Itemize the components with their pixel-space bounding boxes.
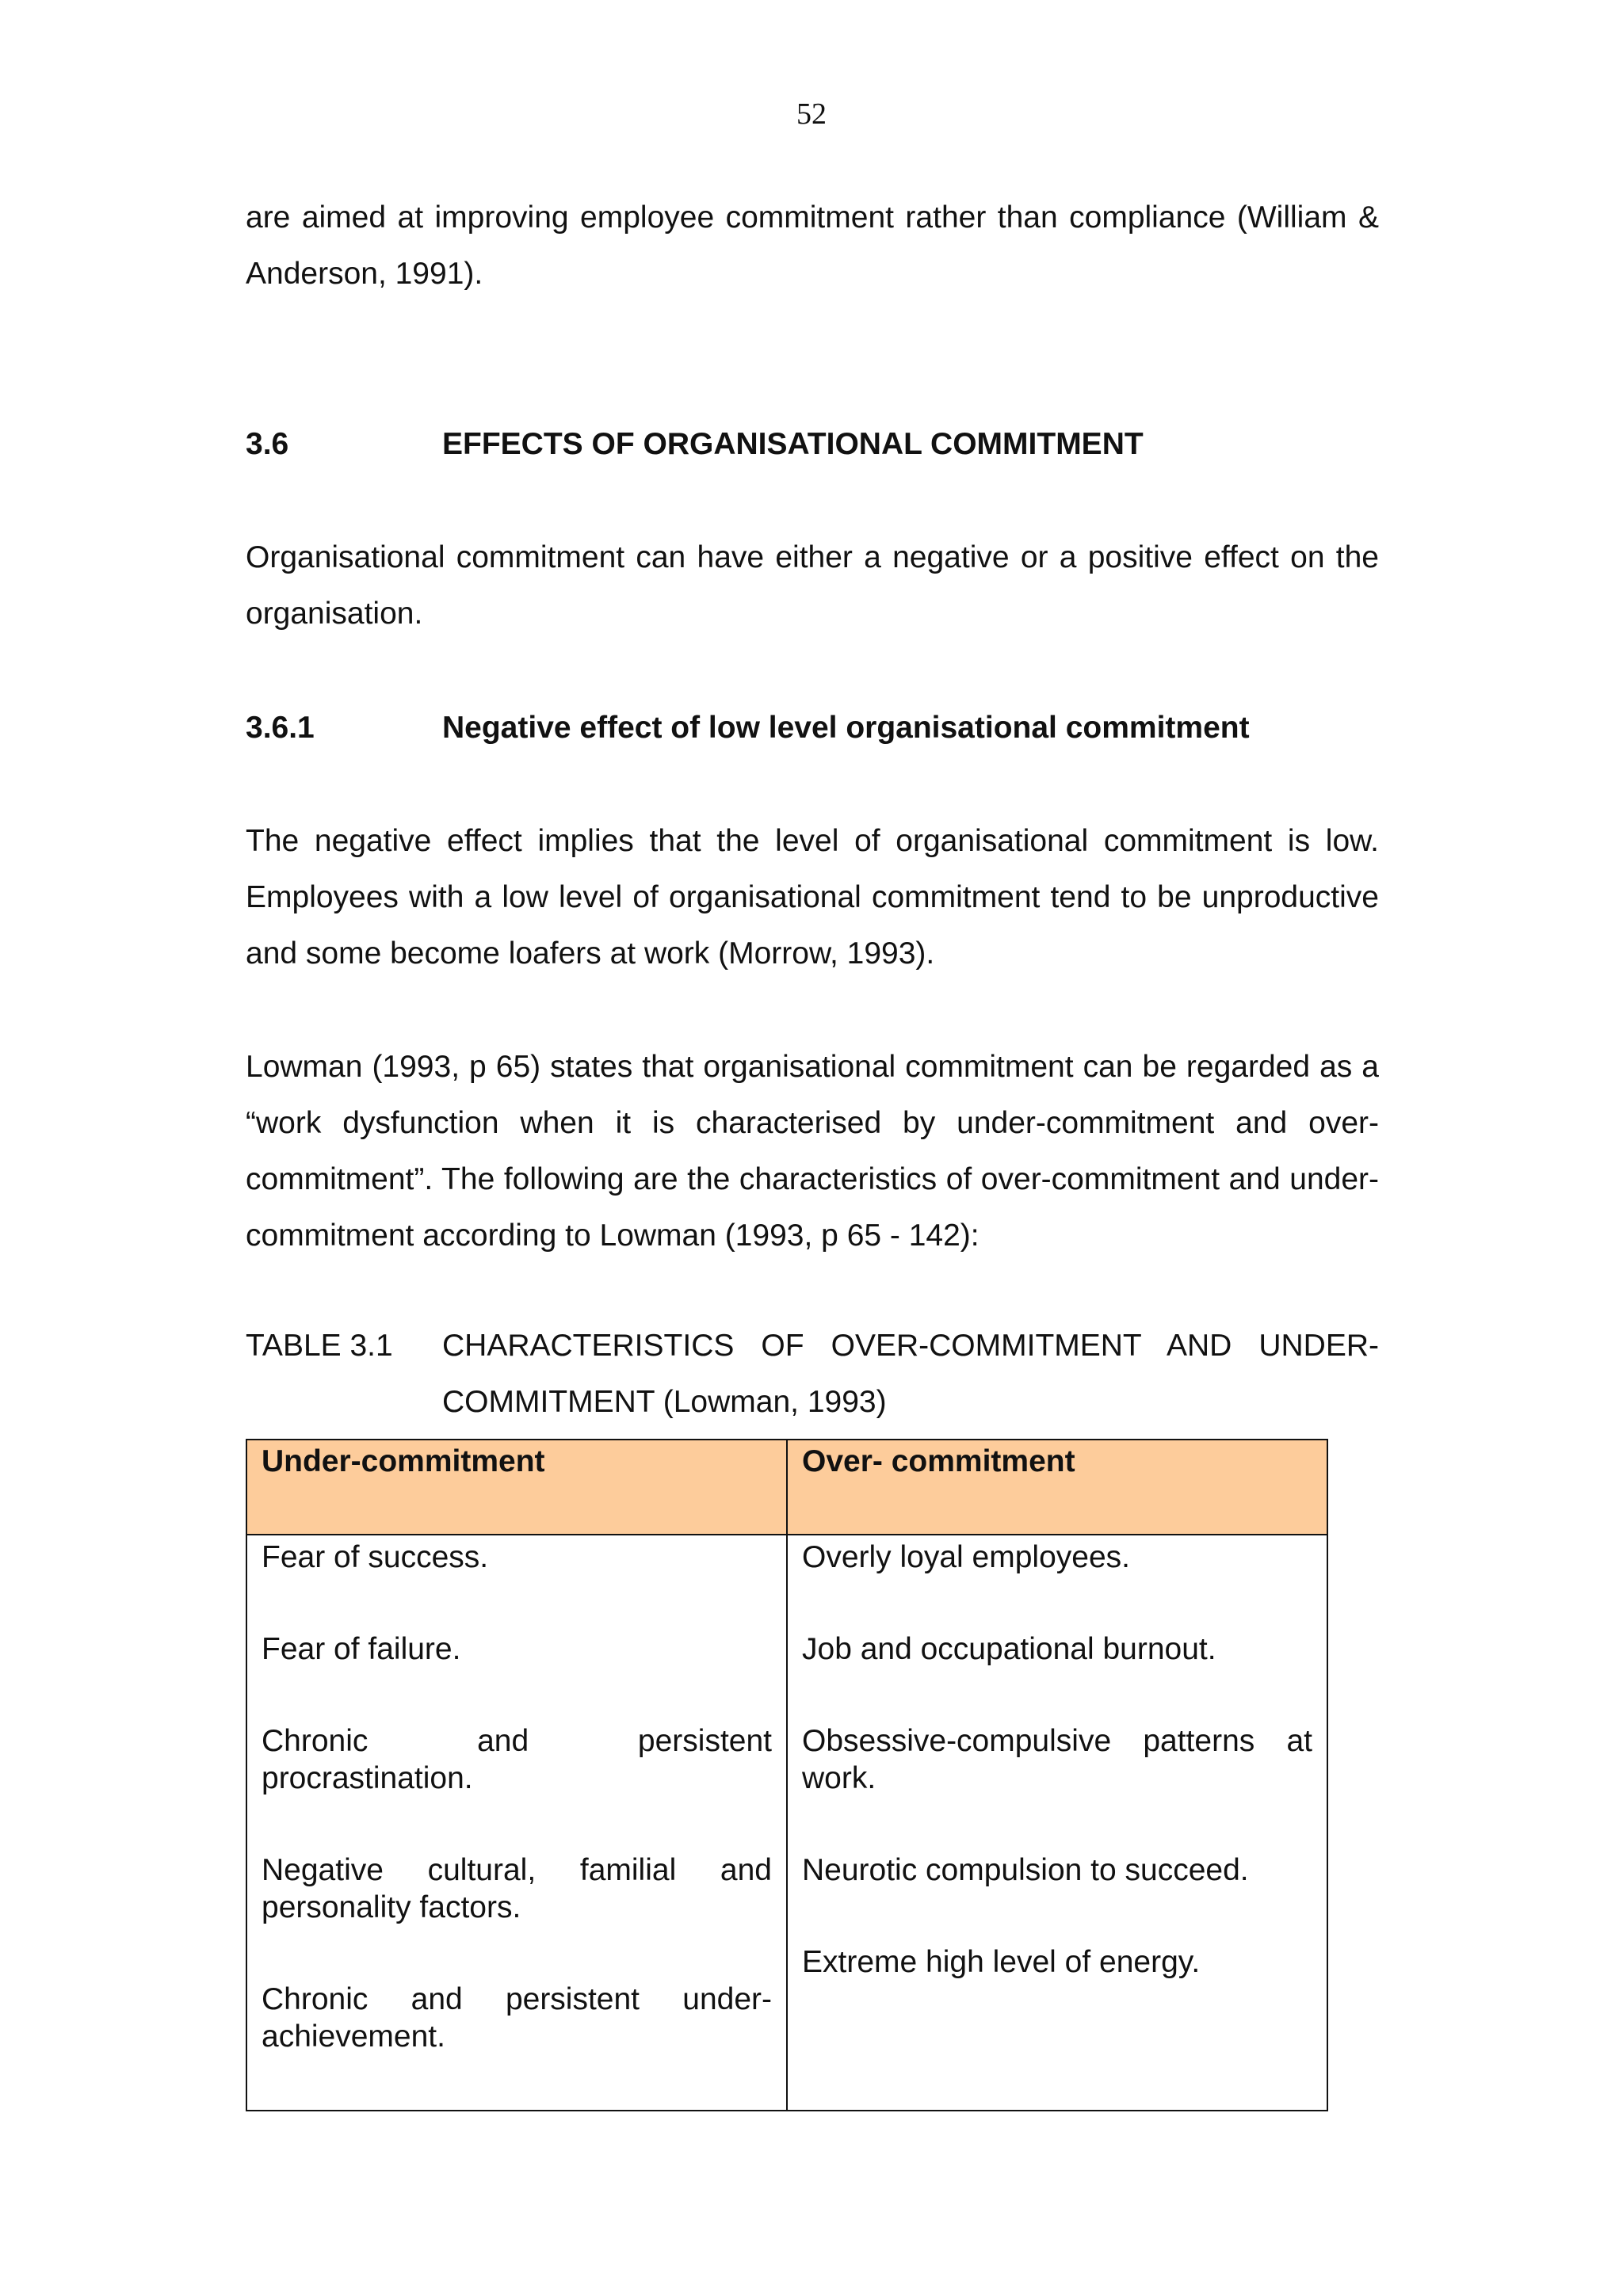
list-item: Negative cultural, familial and personality factors. bbox=[262, 1853, 772, 1924]
section-heading-3-6-1 bbox=[246, 700, 1379, 756]
paragraph-lowman: Lowman (1993, p 65) states that organisational commitment can be regarded as a “work dysfunction when it is characterised by under-commitment and over-commitment”. The following are the characteristics of over-commitment and under-commitment according to Lowman (1993, p 65 - 142): bbox=[246, 1050, 1379, 1253]
column-header-under-commitment: Under-commitment bbox=[246, 1440, 787, 1535]
list-item: Chronic and persistent under-achievement. bbox=[262, 1982, 772, 2054]
over-commitment-cell bbox=[787, 1535, 1327, 2111]
table-row bbox=[246, 1535, 1327, 2111]
list-item: Chronic and persistent procrastination. bbox=[262, 1724, 772, 1795]
section-number: 3.6 bbox=[246, 427, 289, 461]
under-commitment-cell bbox=[246, 1535, 787, 2111]
list-item: Fear of failure. bbox=[262, 1632, 461, 1666]
subsection-number: 3.6.1 bbox=[246, 711, 315, 745]
paragraph-commitment-compliance: are aimed at improving employee commitment rather than compliance (William & Anderson, 1991). bbox=[246, 200, 1379, 291]
section-heading-3-6 bbox=[246, 416, 1379, 472]
list-item: Job and occupational burnout. bbox=[802, 1632, 1216, 1666]
list-item: Neurotic compulsion to succeed. bbox=[802, 1853, 1249, 1887]
list-item: Obsessive-compulsive patterns at work. bbox=[802, 1724, 1312, 1795]
table-caption-text: CHARACTERISTICS OF OVER-COMMITMENT AND UNDER-COMMITMENT (Lowman, 1993) bbox=[442, 1329, 1379, 1419]
paragraph-negative-effect: The negative effect implies that the level of organisational commitment is low. Employees with a low level of organisational commitment tend to be unproductive and some become loafers at work (Morrow, 1993). bbox=[246, 824, 1379, 971]
table-header-row bbox=[246, 1440, 1327, 1535]
section-title: EFFECTS OF ORGANISATIONAL COMMITMENT bbox=[442, 427, 1144, 461]
list-item: Extreme high level of energy. bbox=[802, 1945, 1201, 1979]
list-item: Overly loyal employees. bbox=[802, 1540, 1130, 1574]
subsection-title: Negative effect of low level organisational commitment bbox=[442, 711, 1250, 745]
paragraph-effects-intro: Organisational commitment can have either a negative or a positive effect on the organisation. bbox=[246, 540, 1379, 631]
table-caption bbox=[246, 1318, 1379, 1430]
column-header-over-commitment: Over- commitment bbox=[787, 1440, 1327, 1535]
page-number: 52 bbox=[796, 97, 827, 131]
table-caption-label: TABLE 3.1 bbox=[246, 1329, 393, 1363]
characteristics-table bbox=[246, 1439, 1328, 2111]
list-item: Fear of success. bbox=[262, 1540, 489, 1574]
